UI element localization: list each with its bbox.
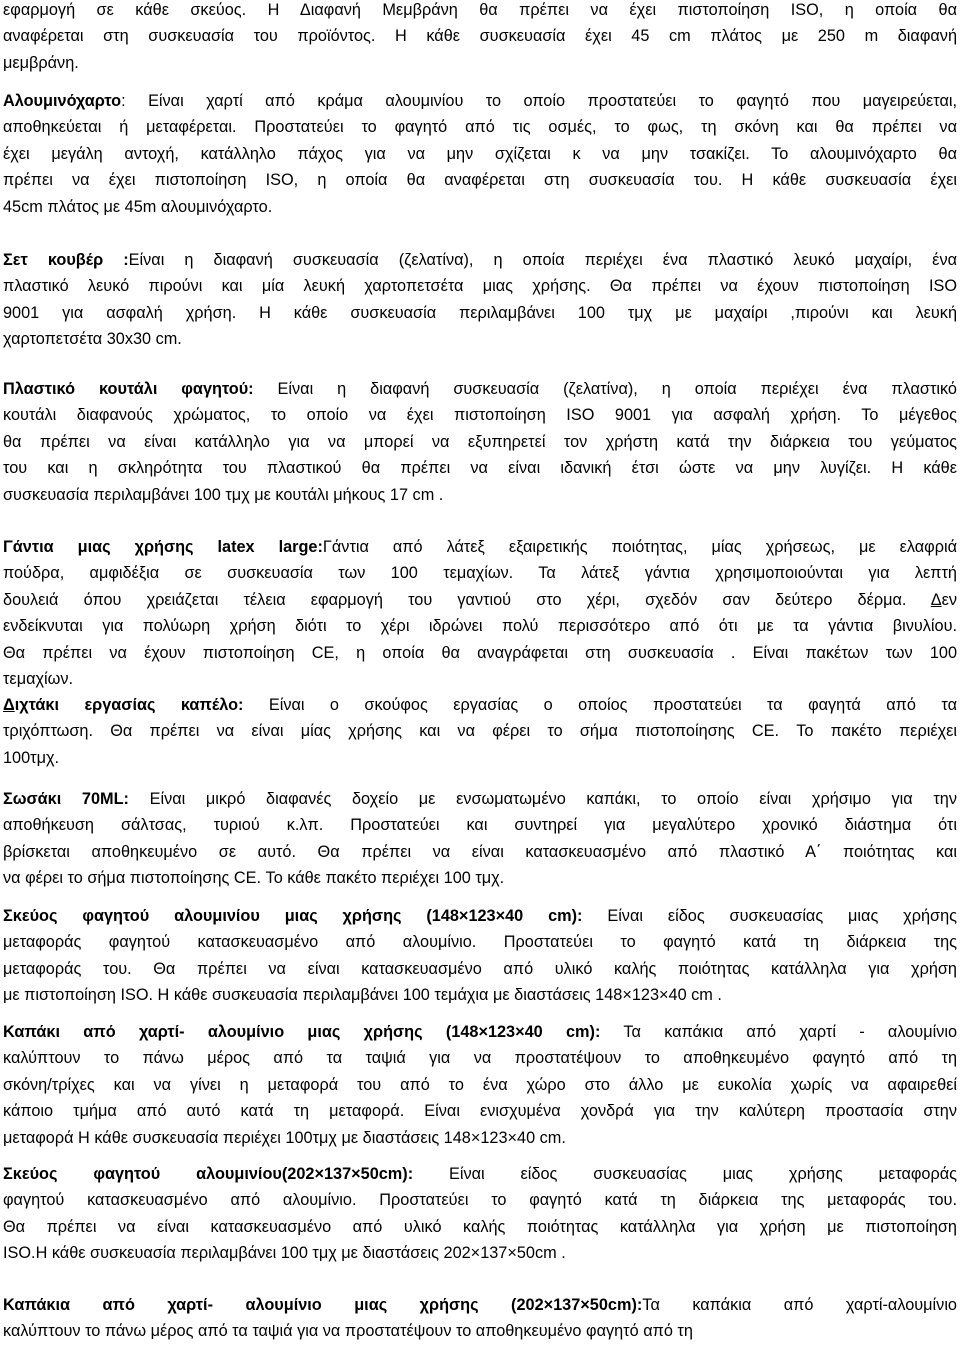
body-text: 100τμχ.: [3, 748, 60, 767]
body-text: Είναι η διαφανή συσκευασία (ζελατίνα), η οποία περιέχει ένα πλαστικό: [253, 380, 957, 398]
bold-heading-text: Σωσάκι 70ML:: [3, 790, 129, 808]
body-text: αποθηκεύεται ή μεταφέρεται. Προστατεύει το φαγητό από τις οσμές, το φως, τη σκόνη και θα πρέπει να: [3, 118, 957, 137]
text-line: [3, 456, 957, 480]
text-line: [3, 787, 957, 811]
text-line: [3, 142, 957, 166]
text-line: [3, 561, 957, 585]
body-text: φαγητού κατασκευασμένο από αλουμίνιο. Προστατεύει το φαγητό κατά τη διάρκεια της μεταφοράς του.: [3, 1191, 957, 1210]
body-text: Θα πρέπει να είναι κατασκευασμένο από υλικό καλής ποιότητας κατάλληλα για χρήση με πιστοποίηση: [3, 1217, 957, 1236]
text-line: [3, 0, 957, 22]
body-text: μεταφορά Η κάθε συσκευασία περιέχει 100τμχ με διαστάσεις 148×123×40 cm.: [3, 1128, 566, 1147]
bold-heading-text: Σκεύος φαγητού αλουμινίου(202×137×50cm):: [3, 1165, 414, 1183]
text-line: [3, 641, 957, 665]
text-line: [3, 430, 957, 454]
text-line: [3, 866, 957, 890]
body-text: : Είναι χαρτί από κράμα αλουμινίου το οποίο προστατεύει το φαγητό που μαγειρεύεται,: [121, 92, 957, 110]
body-text: Είναι μικρό διαφανές δοχείο με ενσωματωμένο καπάκι, το οποίο είναι χρήσιμο για την: [128, 790, 957, 808]
text-line: [3, 930, 957, 954]
text-line: [3, 1020, 957, 1044]
text-line: [3, 1241, 957, 1265]
text-line: [3, 1293, 957, 1317]
text-line: [3, 904, 957, 928]
body-text: Είναι είδος συσκευασίας μιας χρήσης: [582, 907, 957, 925]
text-line: [3, 693, 957, 717]
body-text: καλύπτουν το πάνω μέρος από τα ταψιά για να προστατέψουν το αποθηκευμένο φαγητό από τη: [3, 1049, 957, 1068]
bold-heading-text: Καπάκι από χαρτί- αλουμίνιο μιας χρήσης (148×123×40 cm):: [3, 1023, 601, 1041]
text-line: [3, 1162, 957, 1186]
text-line: [3, 813, 957, 837]
body-text: του και η σκληρότητα του πλαστικού θα πρέπει να είναι ιδανική έτσι ώστε να μην λυγίζει. Η κάθε: [3, 459, 957, 478]
body-text: τεμαχίων.: [3, 670, 74, 688]
body-text: Θα πρέπει να έχουν πιστοποίηση CE, η οποία θα αναγράφεται στη συσκευασία . Είναι πακέτων των 100: [3, 643, 957, 662]
bold-heading-text: Σετ κουβέρ :: [3, 251, 129, 269]
body-text: ενδείκνυται για πολύωρη χρήση διότι το χέρι ιδρώνει πολύ περισσότερο από ότι με τα γάντια βινυλίου.: [3, 617, 957, 636]
body-text: Δ: [930, 590, 942, 609]
body-text: μεταφοράς φαγητού κατασκευασμένο από αλουμίνιο. Προστατεύει το φαγητό κατά τη διάρκεια της: [3, 933, 957, 952]
text-line: [3, 667, 957, 691]
body-text: Τα καπάκια από χαρτί - αλουμίνιο: [600, 1023, 957, 1041]
body-text: αποθήκευση σάλτσας, τυριού κ.λπ. Προστατεύει και συντηρεί για μεγαλύτερο χρονικό διάστημα ότι: [3, 816, 957, 835]
body-text: εφαρμογή σε κάθε σκεύος. Η Διαφανή Μεμβράνη θα πρέπει να έχει πιστοποίηση ISO, η οποία θα: [3, 1, 957, 19]
text-line: [3, 1046, 957, 1070]
text-line: [3, 1215, 957, 1239]
text-line: [3, 840, 957, 864]
text-line: [3, 746, 957, 770]
body-text: βρίσκεται αποθηκευμένο σε αυτό. Θα πρέπει να είναι κατασκευασμένο από πλαστικό Α΄ ποιότητας και: [3, 842, 957, 861]
body-text: πλαστικό λευκό πιρούνι και μία λευκή χαρτοπετσέτα μιας χρήσης. Θα πρέπει να έχουν πιστοποίηση ISO: [3, 277, 957, 296]
bold-heading-text: Πλαστικό κουτάλι φαγητού:: [3, 380, 254, 398]
body-text: θα πρέπει να είναι κατάλληλο για να μπορεί να εξυπηρετεί τον χρήστη κατά την διάρκεια του γεύματος: [3, 432, 957, 451]
body-text: Γάντια από λάτεξ εξαιρετικής ποιότητας, μίας χρήσεως, με ελαφριά: [322, 538, 957, 556]
text-line: [3, 327, 957, 351]
bold-heading-text: Αλουμινόχαρτο: [3, 92, 122, 110]
body-text: σκόνη/τρίχες και να γίνει η μεταφορά του από το ένα χώρο στο άλλο με ευκολία χωρίς να αφαιρεθεί: [3, 1075, 957, 1094]
bold-heading-text: Καπάκια από χαρτί- αλουμίνιο μιας χρήσης (202×137×50cm):: [3, 1296, 643, 1314]
text-line: [3, 115, 957, 139]
body-text: αναφέρεται στη συσκευασία του προϊόντος. Η κάθε συσκευασία έχει 45 cm πλάτος με 250 m διαφανή: [3, 27, 957, 46]
bold-heading-text: Γάντια μιας χρήσης latex large:: [3, 538, 323, 556]
bold-heading-text: Δ: [3, 696, 15, 714]
body-text: εν: [941, 590, 957, 609]
text-line: [3, 535, 957, 559]
text-line: [3, 1073, 957, 1097]
body-text: κουτάλι διαφανούς χρώματος, το οποίο να έχει πιστοποίηση ISO 9001 για ασφαλή χρήση. Το μέγεθος: [3, 406, 957, 425]
body-text: έχει μεγάλη αντοχή, κατάλληλο πάχος για να μην σχίζεται κ να μην τσακίζει. Το αλουμινόχαρτο θα: [3, 144, 957, 163]
text-line: [3, 1099, 957, 1123]
body-text: πρέπει να έχει πιστοποίηση ISO, η οποία θα αναφέρεται στη συσκευασία του. Η κάθε συσκευασία έχει: [3, 171, 957, 190]
body-text: τριχόπτωση. Θα πρέπει να είναι μίας χρήσης και να φέρει το σήμα πιστοποίησης CE. Το πακέτο περιέχει: [3, 722, 957, 741]
body-text: καλύπτουν το πάνω μέρος από τα ταψιά για να προστατέψουν το αποθηκευμένο φαγητό από τη: [3, 1322, 693, 1341]
body-text: 45cm πλάτος με 45m αλουμινόχαρτο.: [3, 197, 273, 216]
body-text: Είναι είδος συσκευασίας μιας χρήσης μεταφοράς: [413, 1165, 957, 1183]
text-line: [3, 719, 957, 743]
text-line: [3, 1126, 957, 1150]
text-line: [3, 274, 957, 298]
text-line: [3, 248, 957, 272]
body-text: ISO.Η κάθε συσκευασία περιλαμβάνει 100 τμχ με διαστάσεις 202×137×50cm .: [3, 1244, 566, 1263]
body-text: μεταφοράς του. Θα πρέπει να είναι κατασκευασμένο από υλικό καλής ποιότητας κατάλληλα για χρήση: [3, 959, 957, 978]
body-text: Τα καπάκια από χαρτί-αλουμίνιο: [642, 1296, 957, 1314]
text-line: [3, 24, 957, 48]
body-text: Είναι η διαφανή συσκευασία (ζελατίνα), η οποία περιέχει ένα πλαστικό λευκό μαχαίρι, ένα: [128, 251, 957, 269]
text-line: [3, 89, 957, 113]
body-text: να φέρει το σήμα πιστοποίησης CE. Το κάθε πακέτο περιέχει 100 τμχ.: [3, 869, 505, 888]
body-text: πούδρα, αμφιδέξια σε συσκευασία των 100 τεμαχίων. Τα λάτεξ γάντια χρησιμοποιούνται για λεπτή: [3, 564, 957, 583]
body-text: μεμβράνη.: [3, 53, 79, 72]
text-line: [3, 1319, 957, 1343]
body-text: συσκευασία περιλαμβάνει 100 τμχ με κουτάλι μήκους 17 cm .: [3, 485, 444, 504]
text-line: [3, 588, 957, 612]
body-text: Είναι ο σκούφος εργασίας ο οποίος προστατεύει τα φαγητά από τα: [243, 696, 957, 714]
text-line: [3, 377, 957, 401]
text-line: [3, 483, 957, 507]
body-text: χαρτοπετσέτα 30x30 cm.: [3, 330, 182, 349]
bold-heading-text: Σκεύος φαγητού αλουμινίου μιας χρήσης (148×123×40 cm):: [3, 907, 583, 925]
text-line: [3, 51, 957, 75]
text-line: [3, 168, 957, 192]
bold-heading-text: ιχτάκι εργασίας καπέλο:: [14, 696, 244, 714]
text-line: [3, 1188, 957, 1212]
text-line: [3, 957, 957, 981]
body-text: δουλειά όπου χρειάζεται τέλεια εφαρμογή του γαντιού στο χέρι, σχεδόν σαν δεύτερο δέρμα.: [3, 590, 931, 609]
text-line: [3, 403, 957, 427]
text-line: [3, 195, 957, 219]
body-text: με πιστοποίηση ISO. Η κάθε συσκευασία περιλαμβάνει 100 τεμάχια με διαστάσεις 148×123×40 cm .: [3, 986, 722, 1005]
text-line: [3, 301, 957, 325]
body-text: 9001 για ασφαλή χρήση. Η κάθε συσκευασία περιλαμβάνει 100 τμχ με μαχαίρι ,πιρούνι και λευκή: [3, 303, 957, 322]
body-text: κάποιο τμήμα από αυτό κατά τη μεταφορά. Είναι ενισχυμένα χονδρά για την καλύτερη προστασία στην: [3, 1102, 957, 1121]
text-line: [3, 983, 957, 1007]
text-line: [3, 614, 957, 638]
